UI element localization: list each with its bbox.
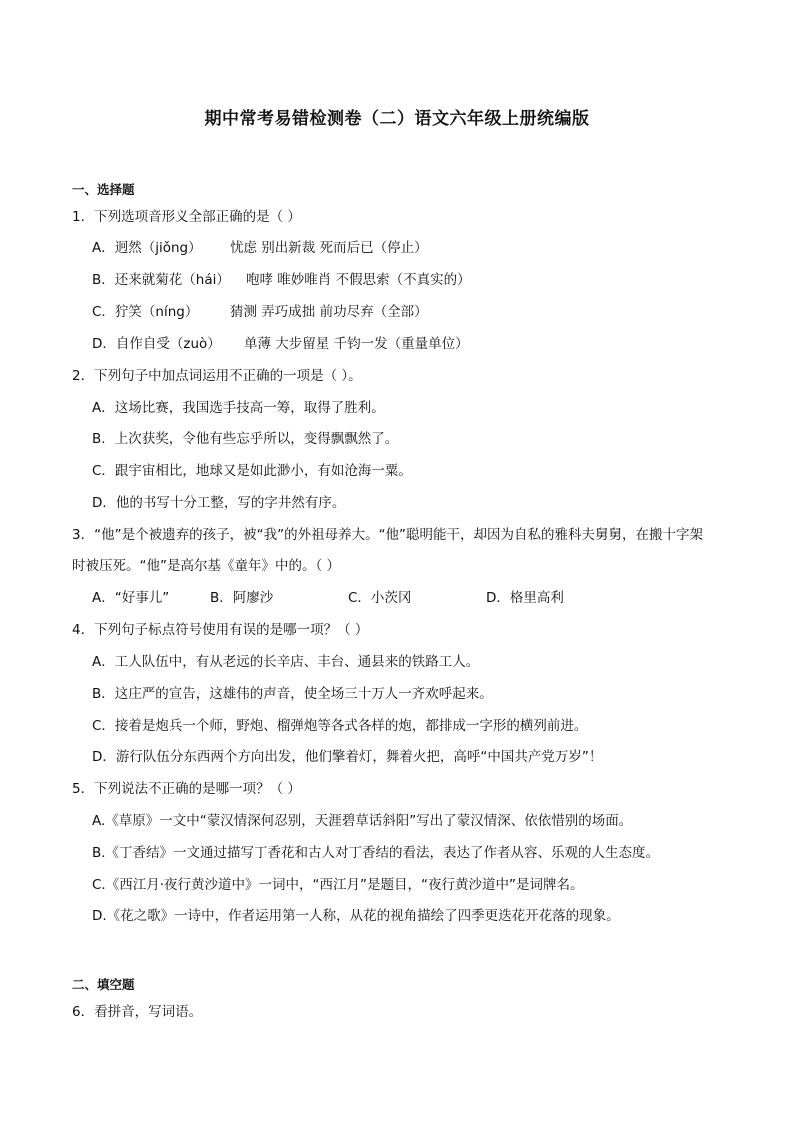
- option-d: D．他的书写十分工整，写的字井然有序。: [92, 495, 346, 511]
- option-label: D．自作自受（zuò）: [92, 336, 221, 352]
- question-stem: 6．看拼音，写词语。: [72, 1004, 203, 1020]
- option-c: C．接着是炮兵一个师，野炮、榴弹炮等各式各样的炮，都排成一字形的横列前进。: [92, 718, 588, 734]
- option-label: C．狞笑（níng）: [92, 304, 199, 320]
- option-a: A．工人队伍中，有从老远的长辛店、丰台、通县来的铁路工人。: [92, 654, 480, 670]
- option-label: A．迥然（jiǒng）: [92, 240, 202, 256]
- question-stem: 1．下列选项音形义全部正确的是（ ）: [72, 209, 301, 225]
- option-b: B．上次获奖，令他有些忘乎所以，变得飘飘然了。: [92, 431, 399, 447]
- option-b: B．阿廖沙: [210, 590, 274, 606]
- question-stem-continued: 时被压死。“他”是高尔基《童年》中的。（ ）: [72, 558, 341, 574]
- question-stem: 2．下列句子中加点词运用不正确的一项是（ ）。: [72, 368, 362, 384]
- option-d: D.《花之歌》一诗中，作者运用第一人称，从花的视角描绘了四季更迭花开花落的现象。: [92, 908, 620, 924]
- question-stem: 5．下列说法不正确的是哪一项？（ ）: [72, 781, 301, 797]
- question-stem: 3．“他”是个被遗弃的孩子，被“我”的外祖母养大。“他”聪明能干，却因为自私的雅科夫舅舅，在搬十字架: [72, 527, 704, 543]
- option-a: A．“好事儿”: [92, 590, 170, 606]
- option-a: [92, 239, 428, 257]
- page-title: 期中常考易错检测卷（二）语文六年级上册统编版: [204, 109, 590, 129]
- option-c: C．跟宇宙相比，地球又是如此渺小，有如沧海一粟。: [92, 463, 412, 479]
- option-b: B.《丁香结》一文通过描写丁香花和古人对丁香结的看法，表达了作者从容、乐观的人生态度。: [92, 845, 660, 861]
- option-text: 猜测 弄巧成拙 前功尽弃（全部）: [230, 304, 428, 320]
- option-text: 忧虑 别出新裁 死而后已（停止）: [230, 240, 428, 256]
- option-a: A．这场比赛，我国选手技高一筹，取得了胜利。: [92, 400, 385, 416]
- option-d: D．游行队伍分东西两个方向出发，他们擎着灯，舞着火把，高呼“中国共产党万岁”！: [92, 749, 603, 765]
- option-d: [92, 335, 469, 353]
- section-heading: 一、选择题: [72, 182, 135, 197]
- section-heading: 二、填空题: [72, 977, 135, 992]
- option-b: [92, 271, 471, 289]
- option-a: A.《草原》一文中“蒙汉情深何忍别，天涯碧草话斜阳”写出了蒙汉情深、依依惜别的场面。: [92, 813, 633, 829]
- option-text: 咆哮 唯妙唯肖 不假思索（不真实的）: [246, 272, 471, 288]
- option-label: B．还来就菊花（hái）: [92, 272, 230, 288]
- option-c: [92, 303, 428, 321]
- question-stem: 4．下列句子标点符号使用有误的是哪一项？（ ）: [72, 622, 369, 638]
- option-c: C.《西江月·夜行黄沙道中》一词中，“西江月”是题目，“夜行黄沙道中”是词牌名。: [92, 877, 584, 893]
- option-d: D．格里高利: [486, 590, 564, 606]
- option-c: C．小茨冈: [348, 590, 412, 606]
- option-text: 单薄 大步留星 千钧一发（重量单位）: [244, 336, 469, 352]
- option-b: B．这庄严的宣告，这雄伟的声音，使全场三十万人一齐欢呼起来。: [92, 686, 493, 702]
